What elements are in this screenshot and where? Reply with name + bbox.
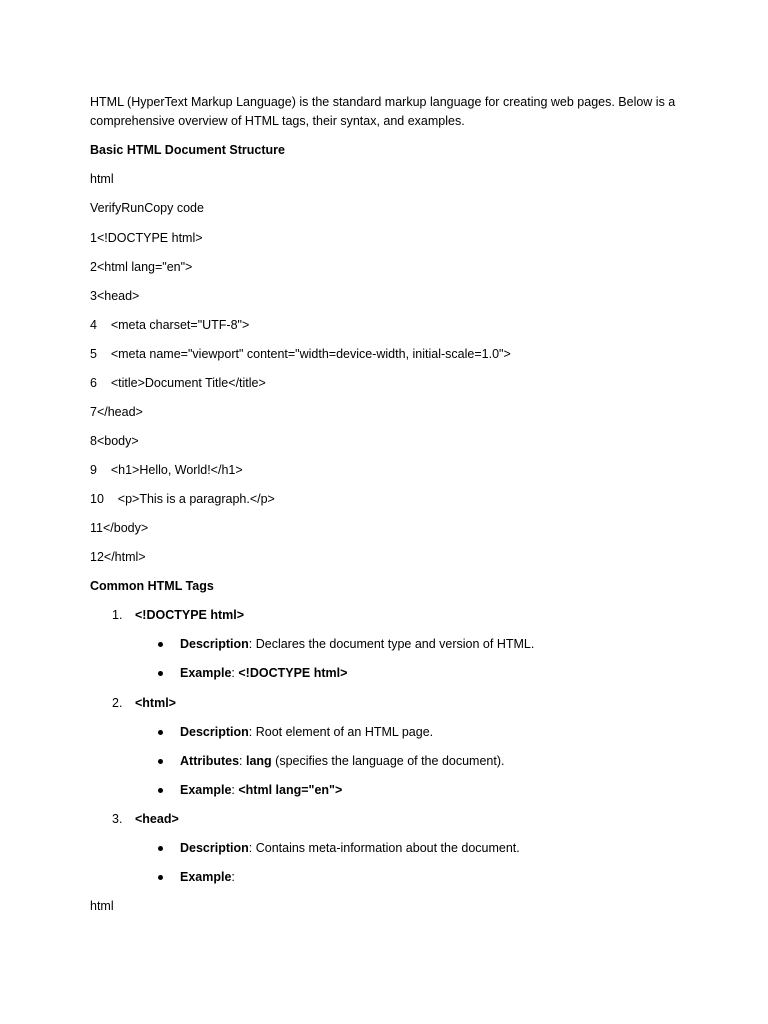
code-toolbar-text: VerifyRunCopy code — [90, 201, 204, 215]
bullet-text: Contains meta-information about the document. — [255, 841, 520, 855]
bullet-label: Example — [180, 870, 232, 884]
bullet-item — [180, 781, 342, 799]
code-line: 1<!DOCTYPE html> — [90, 231, 203, 245]
list-item-tag-name: <html> — [135, 696, 176, 710]
code-line: 8<body> — [90, 434, 139, 448]
list-item-number: 2. — [112, 696, 123, 710]
trailing-language-label: html — [90, 899, 114, 913]
bullet-item — [180, 723, 433, 741]
code-line: 7</head> — [90, 405, 143, 419]
bullet-item — [180, 868, 235, 886]
list-item-number: 1. — [112, 608, 123, 622]
bullet-icon — [158, 730, 163, 735]
bullet-label: Example — [180, 666, 232, 680]
bullet-separator: : — [248, 637, 256, 651]
bullet-label: Example — [180, 783, 232, 797]
code-line: 10 <p>This is a paragraph.</p> — [90, 492, 275, 506]
bullet-item — [180, 664, 347, 682]
bullet-icon — [158, 846, 163, 851]
bullet-separator: : — [231, 870, 235, 884]
code-line: 9 <h1>Hello, World!</h1> — [90, 463, 243, 477]
bullet-label: Description — [180, 841, 249, 855]
bullet-bold-value: <!DOCTYPE html> — [238, 666, 348, 680]
list-item-tag-name: <head> — [135, 812, 179, 826]
bullet-text: Declares the document type and version of HTML. — [255, 637, 535, 651]
list-item-tag-name: <!DOCTYPE html> — [135, 608, 245, 622]
bullet-separator: : — [239, 754, 246, 768]
bullet-icon — [158, 671, 163, 676]
bullet-label: Description — [180, 725, 249, 739]
list-item-number: 3. — [112, 812, 123, 826]
code-line: 12</html> — [90, 550, 146, 564]
bullet-item — [180, 839, 520, 857]
code-line: 5 <meta name="viewport" content="width=device-width, initial-scale=1.0"> — [90, 347, 511, 361]
bullet-bold-value: <html lang="en"> — [238, 783, 343, 797]
code-language-label: html — [90, 172, 114, 186]
bullet-text: Root element of an HTML page. — [255, 725, 434, 739]
bullet-separator: : — [231, 783, 239, 797]
intro-paragraph: HTML (HyperText Markup Language) is the standard markup language for creating web pages. Below is a comprehensive overview of HTML tags, their syntax, and examples. — [90, 95, 676, 128]
code-line: 2<html lang="en"> — [90, 260, 193, 274]
common-tags-heading: Common HTML Tags — [90, 579, 214, 593]
bullet-separator: : — [231, 666, 239, 680]
code-line: 4 <meta charset="UTF-8"> — [90, 318, 250, 332]
bullet-icon — [158, 759, 163, 764]
basic-structure-heading: Basic HTML Document Structure — [90, 143, 285, 157]
code-line: 3<head> — [90, 289, 140, 303]
code-line: 6 <title>Document Title</title> — [90, 376, 266, 390]
bullet-icon — [158, 875, 163, 880]
bullet-separator: : — [248, 725, 256, 739]
bullet-item — [180, 635, 534, 653]
code-line: 11</body> — [90, 521, 149, 535]
bullet-label: Attributes — [180, 754, 240, 768]
bullet-label: Description — [180, 637, 249, 651]
bullet-item — [180, 752, 504, 770]
bullet-text: (specifies the language of the document). — [271, 754, 505, 768]
bullet-icon — [158, 642, 163, 647]
bullet-separator: : — [248, 841, 256, 855]
bullet-icon — [158, 788, 163, 793]
bullet-bold-value: lang — [245, 754, 272, 768]
